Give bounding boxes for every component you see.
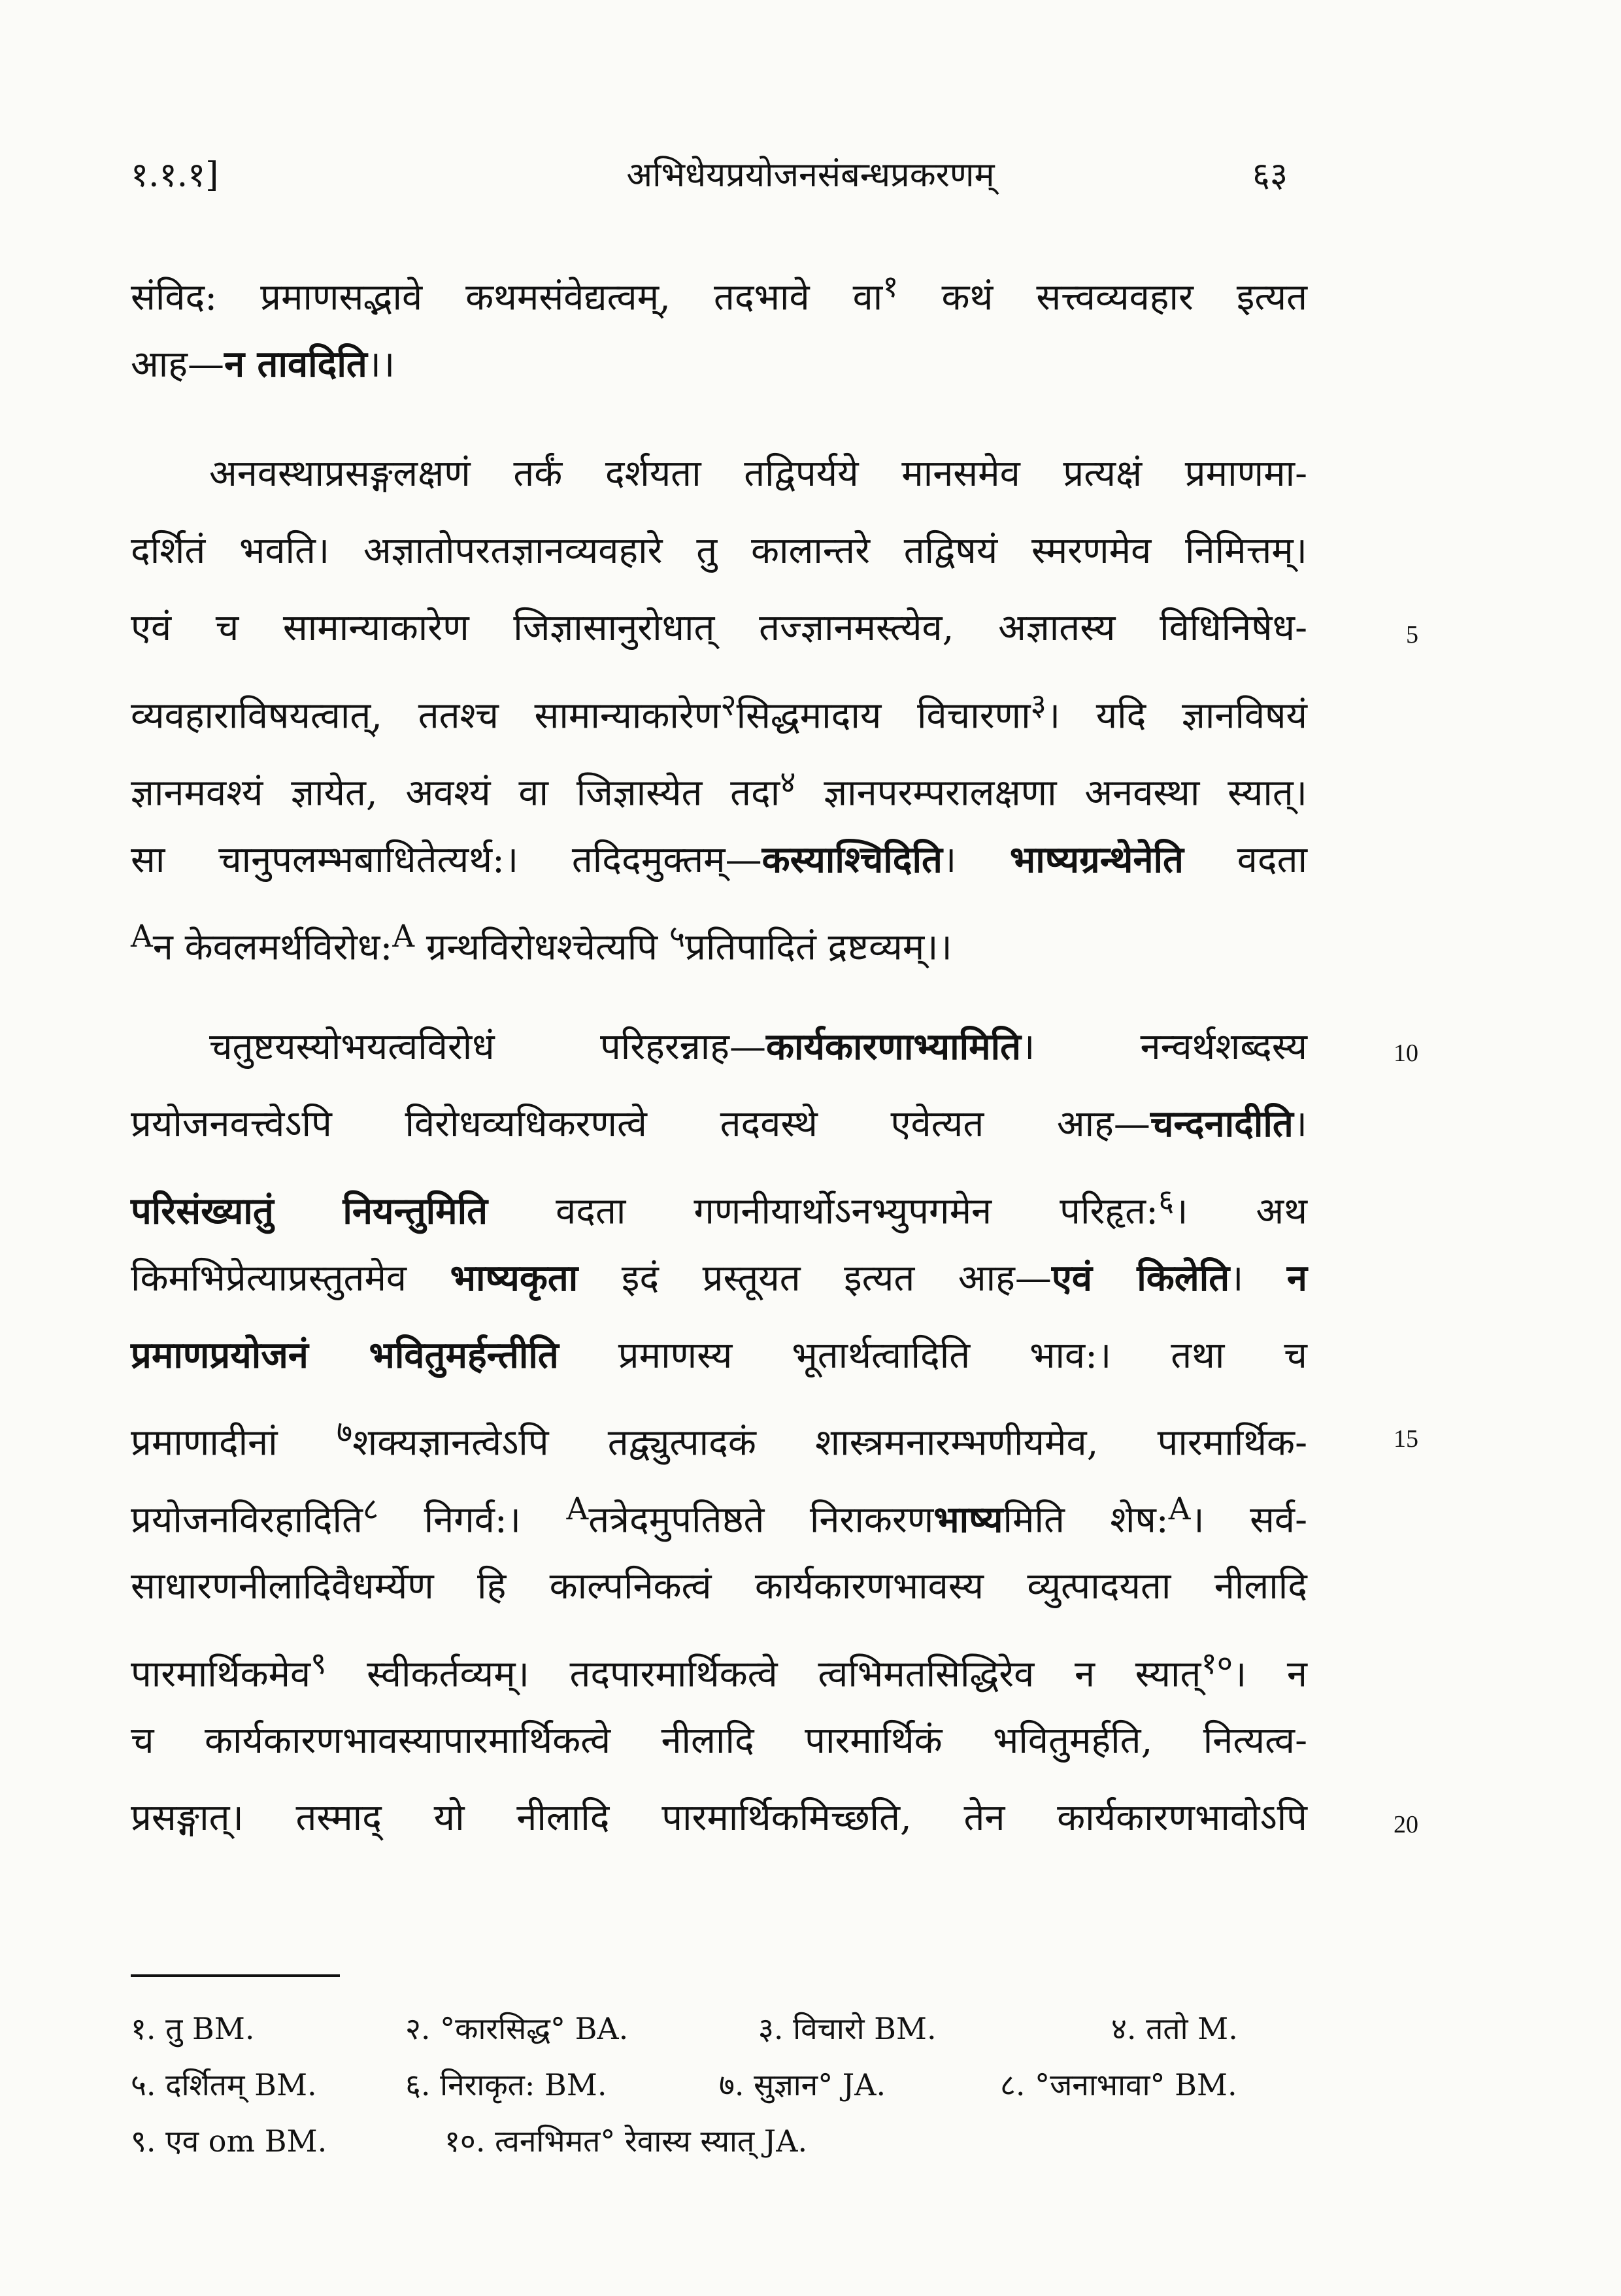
footnote-rule: [131, 1974, 340, 1977]
footnote-marker: ८: [362, 1492, 379, 1527]
footnote-6: ६. निराकृत: BM.: [405, 2067, 607, 2102]
text-line: प्रमाणादीनां $^७$शक्यज्ञानत्वेऽपि तद्व्युत्पादकं शास्त्रमनारम्भणीयमेव, पारमार्थिक- 15: [131, 1394, 1307, 1471]
text-line: अनवस्थाप्रसङ्गलक्षणं तर्कं दर्शयता तद्विपर्यये मानसमेव प्रत्यक्षं प्रमाणमा-: [209, 452, 1307, 495]
running-header: [0, 150, 1621, 203]
footnote-4: ४. ततो M.: [1111, 2011, 1238, 2046]
lemma: चन्दनादीति: [1150, 1102, 1294, 1145]
variant-marker: A: [1168, 1492, 1191, 1527]
text-line: दर्शितं भवति। अज्ञातोपरतज्ञानव्यवहारे तु कालान्तरे तद्विषयं स्मरणमेव निमित्तम्।: [131, 530, 1307, 572]
lemma: परिसंख्यातुं नियन्तुमिति: [131, 1189, 488, 1233]
variant-marker: A: [566, 1492, 589, 1527]
variant-marker: A: [131, 919, 153, 954]
footnote-5: ५. दर्शितम् BM.: [131, 2067, 317, 2102]
lemma: न तावदिति: [224, 343, 367, 386]
page-number: ६३: [1252, 156, 1288, 195]
footnote-marker: ४: [780, 765, 796, 800]
footnotes: [131, 2001, 1307, 2169]
footnote-2: २. °कारसिद्ध° BA.: [405, 2011, 629, 2046]
lemma: न: [1286, 1257, 1308, 1300]
footnote-marker: १: [882, 269, 899, 305]
footnote-marker: ९: [310, 1646, 327, 1681]
text-line: आह—न तावदिति।।: [131, 343, 395, 386]
lemma: कस्याश्चिदिति: [761, 838, 943, 881]
line-number: 5: [1406, 621, 1418, 649]
lemma: एवं किलेति: [1051, 1257, 1230, 1300]
footnote-row: [131, 2001, 1307, 2057]
text-line: सा चानुपलम्भबाधितेत्यर्थ:। तदिदमुक्तम्—कस्याश्चिदिति। भाष्यग्रन्थेनेति वदता: [131, 838, 1307, 881]
lemma: भाष्यग्रन्थेनेति: [1009, 838, 1184, 881]
text-line: साधारणनीलादिवैधर्म्येण हि काल्पनिकत्वं कार्यकारणभावस्य व्युत्पादयता नीलादि: [131, 1565, 1307, 1608]
footnote-marker: २: [720, 688, 737, 723]
text-line: पारमार्थिकमेव$^९$ स्वीकर्तव्यम्। तदपारमार्थिकत्वे त्वभिमतसिद्धिरेव न स्यात्$^{१०}$। न: [131, 1646, 1307, 1696]
text-line: प्रयोजनवत्त्वेऽपि विरोधव्यधिकरणत्वे तदवस्थे एवेत्यत आह—चन्दनादीति।: [131, 1102, 1307, 1145]
lemma: भाष्य: [933, 1498, 1003, 1542]
text-line: व्यवहाराविषयत्वात्, ततश्च सामान्याकारेण$^२$सिद्धमादाय विचारणा$^३$। यदि ज्ञानविषयं: [131, 688, 1307, 737]
running-title: अभिधेयप्रयोजनसंबन्धप्रकरणम्: [626, 156, 995, 195]
line-number: 20: [1394, 1811, 1418, 1838]
footnote-10: १०. त्वनभिमत° रेवास्य स्यात् JA.: [444, 2123, 808, 2159]
footnote-row: [131, 2057, 1307, 2113]
lemma: भाष्यकृता: [450, 1257, 578, 1300]
text-line: प्रयोजनविरहादिति$^८$ निगर्व:। $^A$तत्रेदमुपतिष्ठते निराकरणभाष्यमिति शेष:$^A$। सर्व-: [131, 1492, 1307, 1542]
text-line: परिसंख्यातुं नियन्तुमिति वदता गणनीयार्थोऽनभ्युपगमेन परिहृत:$^६$। अथ: [131, 1183, 1307, 1233]
text-line: प्रमाणप्रयोजनं भवितुमर्हन्तीति प्रमाणस्य भूतार्थत्वादिति भाव:। तथा च: [131, 1334, 1307, 1377]
lemma: प्रमाणप्रयोजनं भवितुमर्हन्तीति: [131, 1334, 559, 1377]
footnote-1: १. तु BM.: [131, 2011, 255, 2046]
footnote-marker: ७: [336, 1415, 353, 1450]
text-line: $^A$न केवलमर्थविरोध:$^A$ ग्रन्थविरोधश्चेत्यपि $^५$प्रतिपादितं द्रष्टव्यम्।।: [131, 919, 952, 969]
text-line: संविद: प्रमाणसद्भावे कथमसंवेद्यत्वम्, तदभावे वा$^१$ कथं सत्त्वव्यवहार इत्यत: [131, 269, 1307, 319]
text-line: चतुष्टयस्योभयत्वविरोधं परिहरन्नाह—कार्यकारणाभ्यामिति। नन्वर्थशब्दस्य 10: [131, 1008, 1307, 1085]
footnote-marker: १०: [1201, 1646, 1233, 1681]
text-line: एवं च सामान्याकारेण जिज्ञासानुरोधात् तज्ज्ञानमस्त्येव, अज्ञातस्य विधिनिषेध- 5: [131, 590, 1307, 667]
variant-marker: A: [392, 919, 415, 954]
footnote-row: [131, 2113, 1307, 2169]
section-reference: १.१.१]: [131, 156, 219, 195]
text-line: ज्ञानमवश्यं ज्ञायेत, अवश्यं वा जिज्ञास्येत तदा$^४$ ज्ञानपरम्परालक्षणा अनवस्था स्यात्।: [131, 765, 1307, 815]
text-line: किमभिप्रेत्याप्रस्तुतमेव भाष्यकृता इदं प्रस्तूयत इत्यत आह—एवं किलेति। न: [131, 1257, 1308, 1300]
text-line: प्रसङ्गात्। तस्माद् यो नीलादि पारमार्थिकमिच्छति, तेन कार्यकारणभावोऽपि 20: [131, 1780, 1307, 1857]
line-number: 10: [1394, 1039, 1418, 1067]
footnote-8: ८. °जनाभावा° BM.: [1000, 2067, 1237, 2102]
footnote-3: ३. विचारो BM.: [758, 2011, 937, 2046]
footnote-marker: ५: [669, 919, 686, 954]
main-text: [131, 248, 1418, 1857]
footnote-marker: ३: [1030, 688, 1046, 723]
footnote-9: ९. एव om BM.: [131, 2123, 327, 2159]
footnote-marker: ६: [1158, 1183, 1175, 1219]
text-line: च कार्यकारणभावस्यापारमार्थिकत्वे नीलादि पारमार्थिकं भवितुमर्हति, नित्यत्व-: [131, 1719, 1307, 1762]
lemma: कार्यकारणाभ्यामिति: [765, 1025, 1022, 1068]
line-number: 15: [1394, 1425, 1418, 1453]
footnote-7: ७. सुज्ञान° JA.: [719, 2067, 886, 2102]
